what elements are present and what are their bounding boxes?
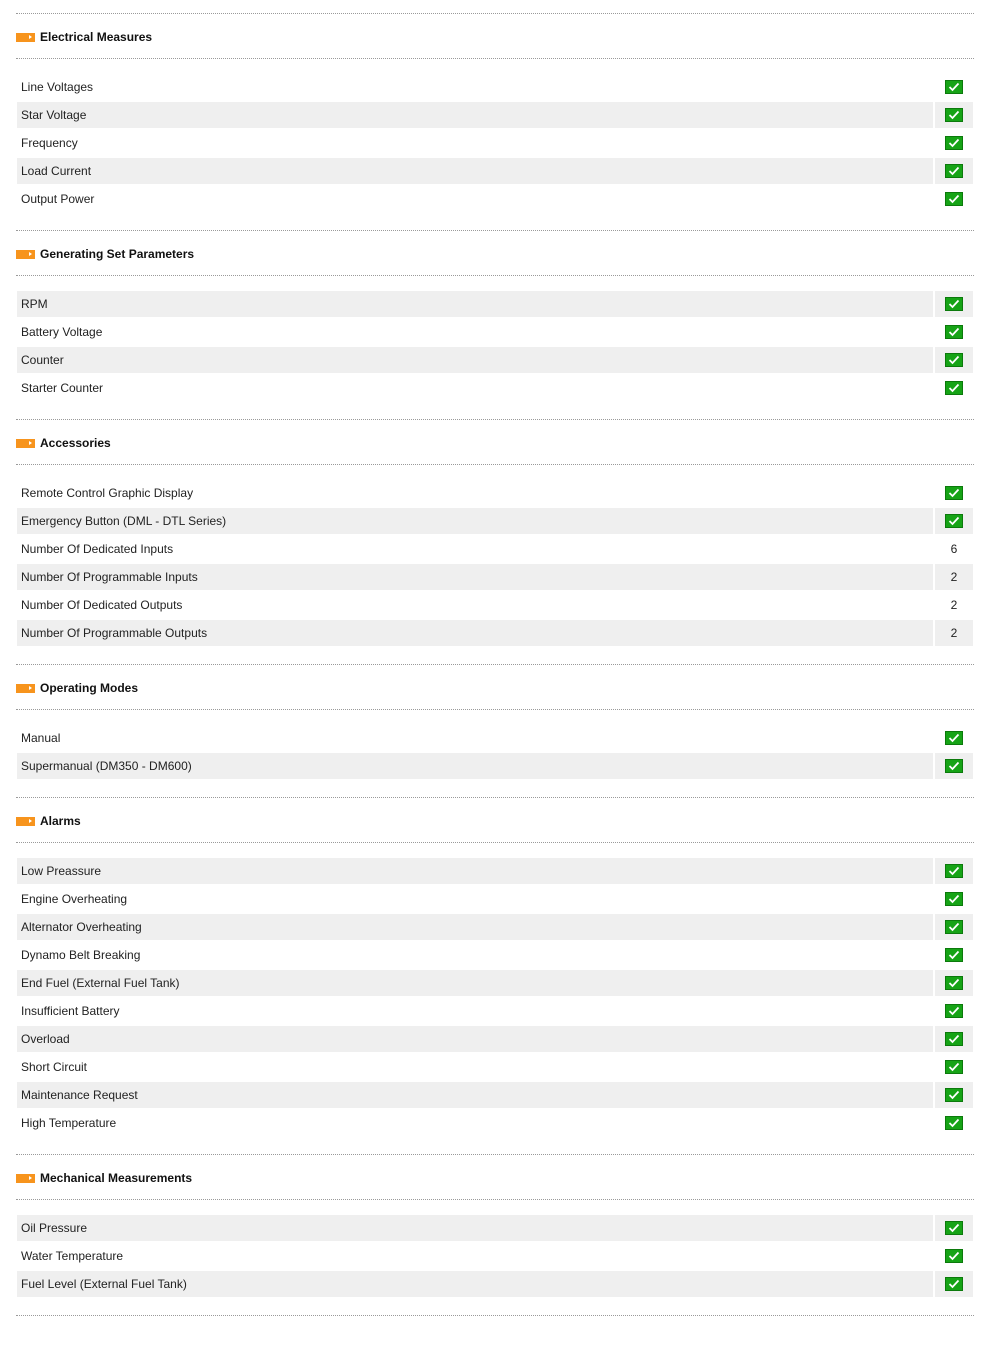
spec-row-water-temperature [17,1243,973,1269]
spec-value-cell [935,886,973,912]
section-header-electrical-measures [16,27,152,47]
spec-value-cell [935,1082,973,1108]
check-icon [945,920,963,934]
spec-label: Short Circuit [21,1060,88,1074]
spec-value: 2 [935,620,973,646]
check-icon [945,486,963,500]
spec-value-cell [935,725,973,751]
spec-row-fuel-level-external-fuel-tank [17,1271,973,1297]
spec-row-low-preassure [17,858,973,884]
spec-row-maintenance-request [17,1082,973,1108]
orange-flag-icon [16,1174,35,1183]
spec-value-cell [935,1243,973,1269]
spec-value-cell [935,158,973,184]
check-icon [945,1221,963,1235]
spec-value-cell [935,914,973,940]
check-icon [945,1004,963,1018]
spec-row-starter-counter [17,375,973,401]
spec-row-manual [17,725,973,751]
section-divider [16,58,974,59]
check-icon [945,108,963,122]
spec-row-battery-voltage [17,319,973,345]
check-icon [945,136,963,150]
spec-value-cell [935,1054,973,1080]
section-divider [16,709,974,710]
section-divider [16,1315,974,1316]
spec-label: Battery Voltage [21,325,103,339]
orange-flag-icon [16,439,35,448]
check-icon [945,297,963,311]
section-title: Electrical Measures [40,30,153,44]
section-title: Operating Modes [40,681,139,695]
spec-value: 2 [935,564,973,590]
spec-label: Emergency Button (DML - DTL Series) [17,508,933,534]
spec-label: Engine Overheating [21,892,128,906]
section-title: Alarms [40,814,81,828]
section-divider [16,1199,974,1200]
section-header-alarms [16,811,81,831]
spec-label: End Fuel (External Fuel Tank) [17,970,933,996]
orange-flag-icon [16,817,35,826]
spec-label: Oil Pressure [17,1215,933,1241]
section-title: Accessories [40,436,111,450]
section-divider [16,419,974,420]
spec-label: Starter Counter [21,381,104,395]
spec-row-oil-pressure [17,1215,973,1241]
spec-value-cell [935,970,973,996]
spec-value-cell [935,1215,973,1241]
check-icon [945,514,963,528]
spec-value-cell [935,858,973,884]
spec-value-cell [935,130,973,156]
spec-label: Alternator Overheating [17,914,933,940]
spec-value-cell [935,102,973,128]
check-icon [945,759,963,773]
spec-value-cell [935,375,973,401]
spec-label: Maintenance Request [17,1082,933,1108]
spec-value-cell [935,319,973,345]
spec-value-cell [935,480,973,506]
spec-value-cell [935,508,973,534]
check-icon [945,1088,963,1102]
spec-value-cell [935,74,973,100]
spec-value-cell [935,998,973,1024]
check-icon [945,1032,963,1046]
spec-value: 2 [950,598,958,612]
section-title: Generating Set Parameters [40,247,195,261]
spec-label: Manual [21,731,61,745]
section-header-operating-modes [16,678,138,698]
section-divider [16,13,974,14]
spec-row-output-power [17,186,973,212]
spec-label: Number Of Dedicated Outputs [21,598,183,612]
spec-row-overload [17,1026,973,1052]
spec-value: 6 [950,542,958,556]
check-icon [945,1249,963,1263]
spec-row-line-voltages [17,74,973,100]
spec-label: Supermanual (DM350 - DM600) [17,753,933,779]
spec-row-emergency-button-dml-dtl-series [17,508,973,534]
spec-label: Fuel Level (External Fuel Tank) [17,1271,933,1297]
check-icon [945,892,963,906]
orange-flag-icon [16,250,35,259]
section-title: Mechanical Measurements [40,1171,193,1185]
spec-label: Star Voltage [17,102,933,128]
spec-label: Number Of Programmable Outputs [17,620,933,646]
spec-value-cell [935,1110,973,1136]
check-icon [945,381,963,395]
check-icon [945,731,963,745]
spec-label: Number Of Programmable Inputs [17,564,933,590]
spec-value-cell [935,291,973,317]
spec-value-cell [935,347,973,373]
check-icon [945,948,963,962]
spec-row-remote-control-graphic-display [17,480,973,506]
spec-row-frequency [17,130,973,156]
spec-row-rpm [17,291,973,317]
spec-label: Low Preassure [17,858,933,884]
spec-row-supermanual-dm350-dm600 [17,753,973,779]
spec-row-number-of-programmable-outputs [17,620,973,646]
check-icon [945,192,963,206]
check-icon [945,1277,963,1291]
spec-label: Line Voltages [21,80,94,94]
check-icon [945,1060,963,1074]
check-icon [945,976,963,990]
check-icon [945,325,963,339]
spec-value-cell [935,942,973,968]
orange-flag-icon [16,33,35,42]
spec-row-insufficient-battery [17,998,973,1024]
spec-label: Load Current [17,158,933,184]
spec-value-cell [935,753,973,779]
spec-label: Number Of Dedicated Inputs [21,542,174,556]
section-divider [16,275,974,276]
spec-label: Water Temperature [21,1249,124,1263]
spec-label: Dynamo Belt Breaking [21,948,141,962]
spec-row-high-temperature [17,1110,973,1136]
spec-row-number-of-dedicated-outputs [17,592,973,618]
check-icon [945,164,963,178]
spec-value-cell [935,186,973,212]
spec-label: Output Power [21,192,95,206]
section-divider [16,797,974,798]
check-icon [945,1116,963,1130]
check-icon [945,353,963,367]
spec-label: Frequency [21,136,78,150]
spec-row-engine-overheating [17,886,973,912]
spec-row-star-voltage [17,102,973,128]
section-header-generating-set-parameters [16,244,194,264]
spec-label: Insufficient Battery [21,1004,120,1018]
spec-row-end-fuel-external-fuel-tank [17,970,973,996]
check-icon [945,80,963,94]
spec-row-number-of-programmable-inputs [17,564,973,590]
orange-flag-icon [16,684,35,693]
spec-value-cell [935,1026,973,1052]
check-icon [945,864,963,878]
spec-label: High Temperature [21,1116,117,1130]
spec-label: Remote Control Graphic Display [21,486,194,500]
section-header-mechanical-measurements [16,1168,192,1188]
section-divider [16,1154,974,1155]
spec-label: Counter [17,347,933,373]
spec-row-number-of-dedicated-inputs [17,536,973,562]
spec-row-load-current [17,158,973,184]
spec-row-alternator-overheating [17,914,973,940]
section-divider [16,664,974,665]
spec-row-short-circuit [17,1054,973,1080]
spec-row-counter [17,347,973,373]
spec-value-cell [935,1271,973,1297]
spec-label: Overload [17,1026,933,1052]
section-divider [16,230,974,231]
spec-row-dynamo-belt-breaking [17,942,973,968]
section-header-accessories [16,433,111,453]
spec-label: RPM [17,291,933,317]
section-divider [16,464,974,465]
section-divider [16,842,974,843]
